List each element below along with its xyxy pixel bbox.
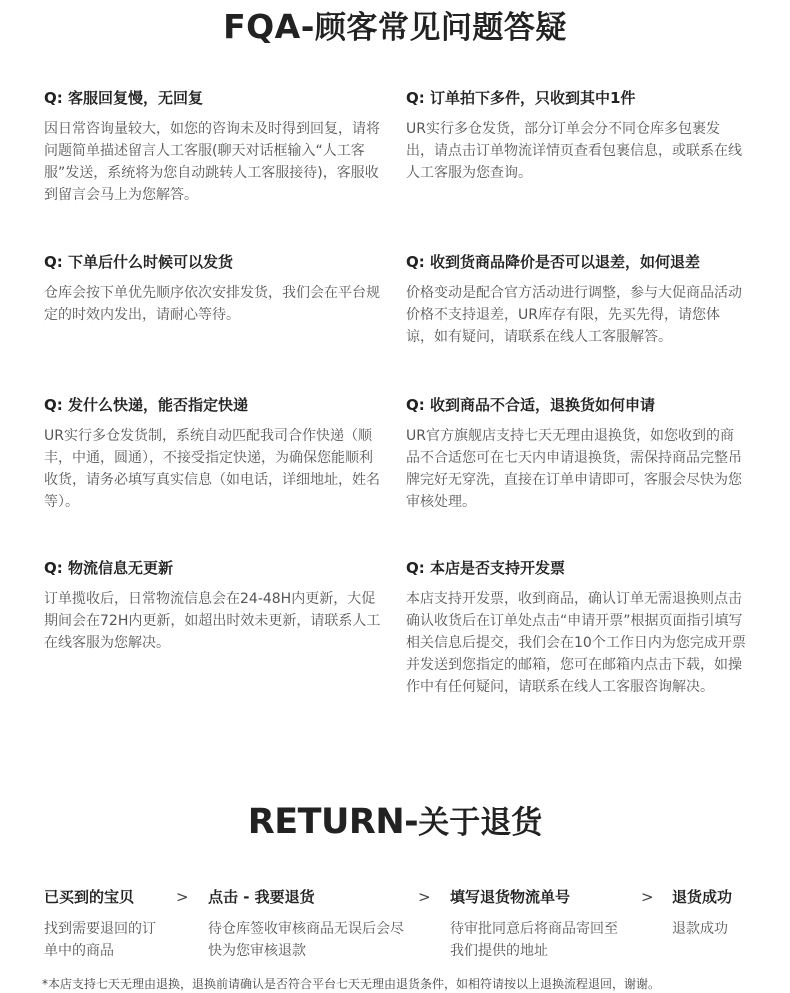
step-title: 退货成功 — [672, 888, 733, 906]
return-title-en: RETURN- — [247, 802, 419, 842]
faq-question: Q: 物流信息无更新 — [44, 559, 173, 577]
fqa-title-cn: 顾客常见问题答疑 — [314, 10, 567, 46]
faq-question: Q: 本店是否支持开发票 — [406, 559, 565, 577]
faq-question: Q: 订单拍下多件，只收到其中1件 — [406, 89, 636, 107]
return-step-1 — [44, 886, 164, 962]
faq-question: Q: 收到货商品降价是否可以退差，如何退差 — [406, 253, 700, 271]
return-footnote: *本店支持七天无理由退换，退换前请确认是否符合平台七天无理由退货条件，如相符请按以上退换流程退回，谢谢。 — [42, 977, 661, 991]
return-title — [0, 797, 790, 842]
faq-question: Q: 发什么快递，能否指定快递 — [44, 396, 248, 414]
faq-item-price-drop — [406, 251, 746, 348]
faq-answer: 订单揽收后，日常物流信息会在24-48H内更新，大促期间会在72H内更新，如超出时效未更新，请联系人工在线客服为您解决。 — [44, 591, 381, 651]
step-desc: 待仓库签收审核商品无误后会尽快为您审核退款 — [208, 921, 404, 959]
step-title: 点击 - 我要退货 — [208, 888, 315, 906]
faq-question: Q: 下单后什么时候可以发货 — [44, 253, 233, 271]
return-title-cn: 关于退货 — [418, 805, 543, 841]
faq-answer: UR实行多仓发货，部分订单会分不同仓库多包裹发出，请点击订单物流详情页查看包裹信息，或联系在线人工客服为您查询。 — [406, 121, 742, 181]
fqa-title — [0, 2, 790, 47]
faq-answer: 价格变动是配合官方活动进行调整，参与大促商品活动价格不支持退差，UR库存有限，先买先得，请您体谅，如有疑问，请联系在线人工客服解答。 — [406, 285, 742, 345]
faq-item-ship-time — [44, 251, 386, 326]
return-step-2 — [208, 886, 404, 962]
faq-answer: 因日常咨询量较大，如您的咨询未及时得到回复，请将问题简单描述留言人工客服(聊天对话框输入“人工客服”发送，系统将为您自动跳转人工客服接待)，客服收到留言会马上为您解答。 — [44, 121, 380, 203]
faq-item-slow-service — [44, 87, 386, 206]
faq-item-partial-delivery — [406, 87, 746, 184]
step-arrow: > — [418, 888, 431, 906]
faq-item-courier — [44, 394, 386, 513]
step-desc: 退款成功 — [672, 921, 728, 937]
faq-answer: 仓库会按下单优先顺序依次安排发货，我们会在平台规定的时效内发出，请耐心等待。 — [44, 285, 380, 323]
faq-answer: UR官方旗舰店支持七天无理由退换货，如您收到的商品不合适您可在七天内申请退换货，需保持商品完整吊牌完好无穿洗，直接在订单申请即可，客服会尽快为您审核处理。 — [406, 428, 742, 510]
faq-item-logistics — [44, 557, 386, 654]
step-arrow: > — [176, 888, 189, 906]
step-arrow: > — [641, 888, 654, 906]
step-desc: 找到需要退回的订单中的商品 — [44, 921, 156, 959]
fqa-title-en: FQA- — [223, 7, 315, 46]
faq-item-invoice — [406, 557, 746, 698]
faq-answer: 本店支持开发票，收到商品，确认订单无需退换则点击确认收货后在订单处点击“申请开票”根据页面指引填写相关信息后提交，我们会在10个工作日内为您完成开票并发送到您指定的邮箱，您可在邮箱内点击下载，如操作中有任何疑问，请联系在线人工客服咨询解决。 — [406, 591, 746, 695]
step-title: 填写退货物流单号 — [450, 888, 571, 906]
faq-item-return-request — [406, 394, 746, 513]
step-title: 已买到的宝贝 — [44, 888, 135, 906]
faq-question: Q: 收到商品不合适，退换货如何申请 — [406, 396, 655, 414]
return-step-3 — [450, 886, 630, 962]
return-step-4 — [672, 886, 762, 940]
step-desc: 待审批同意后将商品寄回至我们提供的地址 — [450, 921, 618, 959]
faq-answer: UR实行多仓发货制，系统自动匹配我司合作快递（顺丰，中通，圆通），不接受指定快递，为确保您能顺利收货，请务必填写真实信息（如电话，详细地址，姓名等）。 — [44, 428, 380, 510]
faq-question: Q: 客服回复慢，无回复 — [44, 89, 203, 107]
